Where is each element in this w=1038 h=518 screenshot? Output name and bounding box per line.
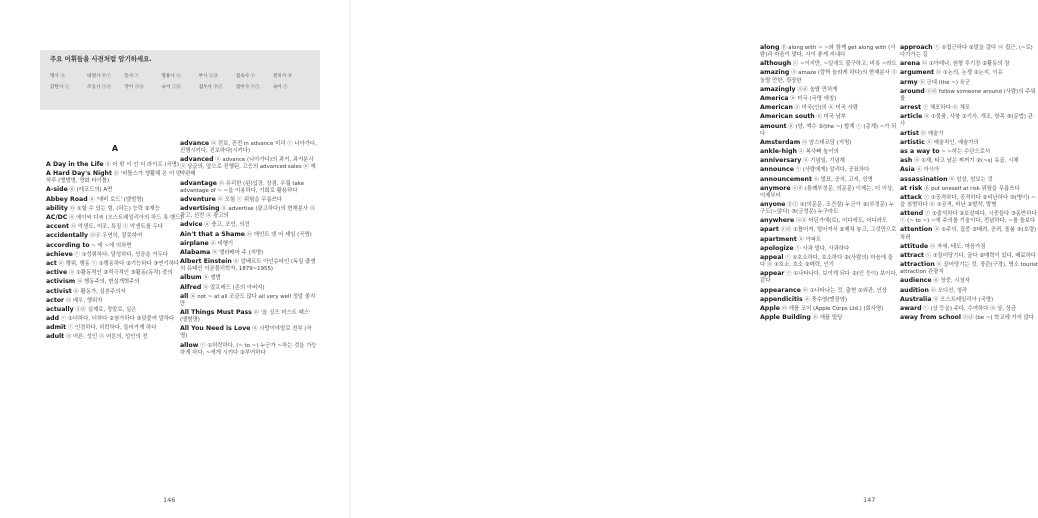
entry-headword: anniversary	[760, 157, 802, 165]
entry-headword: America	[760, 94, 789, 102]
entry-headword: American south	[760, 113, 815, 121]
entry-definition: ⓝ 미국 남부	[816, 114, 847, 121]
entry-definition: ⓟ along with ~ ~와 함께 get along with (사람)과 마음이 맞다, 사이 좋게 지내다	[760, 45, 896, 59]
dictionary-entry	[46, 260, 184, 268]
entry-definition: ⓝ (양, 액수 ②(the ~) 합계 ⓥ (총계) ~가 되다	[760, 123, 897, 137]
dictionary-entry	[180, 258, 318, 273]
dictionary-entry	[180, 231, 318, 239]
left-page	[0, 0, 350, 518]
entry-headword: amazing	[760, 69, 790, 77]
dictionary-entry	[46, 214, 184, 222]
entry-headword: attract	[900, 251, 924, 259]
legend-cell: 접속사 ⓒ	[235, 73, 256, 79]
entry-headword: activist	[46, 287, 72, 295]
dictionary-entry	[180, 221, 318, 229]
entry-definition: ⓝ 예술가	[920, 130, 944, 137]
left-column-2	[180, 140, 318, 358]
dictionary-entry	[46, 196, 184, 204]
entry-headword: announcement	[760, 175, 812, 183]
dictionary-entry	[900, 130, 1038, 138]
entry-headword: apartment	[760, 235, 797, 243]
entry-headword: airplane	[180, 239, 209, 247]
entry-headword: army	[900, 78, 918, 86]
dictionary-entry	[900, 88, 1038, 103]
entry-definition: ⓐⓓ 놀랄 만하게	[797, 86, 838, 93]
dictionary-entry	[900, 210, 1038, 225]
entry-headword: ankle-high	[760, 147, 797, 155]
entry-definition: ⓝ (레코드의) A면	[69, 187, 113, 194]
entry-definition: ⓥ ①성취하다, 달성하다, 성공을 거두다	[74, 251, 168, 258]
dictionary-entry	[46, 315, 184, 323]
section-letter: A	[111, 144, 119, 153]
dictionary-entry	[760, 254, 898, 269]
entry-headword: although	[760, 60, 792, 68]
dictionary-entry	[760, 95, 898, 103]
entry-definition: ⓝ 오스트레일리아 (국명)	[933, 296, 994, 303]
dictionary-entry	[760, 236, 898, 244]
dictionary-entry	[180, 274, 318, 282]
entry-definition: ⓐ ①활동적인 ②적극적인 ③활동(동작) 중의	[68, 270, 173, 277]
entry-headword: audition	[900, 286, 929, 294]
entry-definition: ⓥ ①접근하다 ②말을 걸다 ⓝ 접근, (~로) 다가가는 길	[900, 45, 1033, 59]
dictionary-entry	[900, 157, 1038, 165]
entry-headword: argument	[900, 69, 935, 77]
entry-headword: All Things Must Pass	[180, 309, 252, 317]
entry-headword: around	[900, 87, 925, 95]
entry-headword: according to	[46, 241, 90, 249]
entry-definition: ⓝ 충고, 조언, 의견	[204, 222, 250, 229]
legend-cell: 조동사 ⓐⓤ	[87, 84, 112, 90]
legend-box	[40, 50, 320, 110]
dictionary-entry	[900, 69, 1038, 77]
dictionary-entry	[900, 252, 1038, 260]
entry-definition: ⓐ advance (나아가다)의 과거, 과거분사 ⓐ 상급의, 앞으로 진행된, 고등의 advanced sales ⓝ 예약판매	[180, 157, 316, 178]
entry-headword: Australia	[900, 295, 932, 303]
entry-definition: ⓥ (상 등을) 주다, 수여하다 ⓝ 상, 상금	[923, 305, 1017, 312]
dictionary-entry	[900, 148, 1038, 156]
entry-definition: ⓝ 에인트 댓 어 셰임 (곡명)	[246, 231, 312, 238]
dictionary-entry	[760, 44, 898, 59]
entry-headword: ability	[46, 204, 68, 212]
entry-definition: ⓐⓓ 우연히, 잘못하여	[89, 233, 143, 240]
entry-definition: ⓝ 사랑이야말로 전부 (곡명)	[180, 326, 312, 340]
entry-definition: ⓥ ①공격하다, 공격하다 ②비난하다 ③(병이) ~을 침범하다 ⓝ ①공격, 비난 ②발작, 발병	[900, 194, 1036, 208]
dictionary-entry	[760, 270, 898, 285]
dictionary-entry	[900, 226, 1038, 241]
legend-cell: 명사 ⓝ	[50, 73, 65, 79]
dictionary-entry	[180, 196, 318, 204]
entry-definition: ⓥ ①호소하다, 호소하다 ②(사람의) 마음에 들다 ⓝ ①호소, 호소 ②매력, 인기	[760, 255, 893, 269]
entry-headword: attention	[900, 226, 933, 234]
entry-headword: artist	[900, 129, 919, 137]
entry-headword: appeal	[760, 254, 784, 262]
entry-headword: Asia	[900, 166, 915, 174]
left-column-1	[46, 140, 184, 343]
entry-headword: appearance	[760, 286, 801, 294]
dictionary-entry	[46, 205, 184, 213]
legend-cell: 형용사 ⓐ	[161, 73, 181, 79]
dictionary-entry	[46, 297, 184, 305]
legend-cell: 대명사 ⓟⓡ	[87, 73, 112, 79]
legend-title: 주요 어휘들을 사전처럼 암기하세요.	[50, 55, 152, 63]
dictionary-entry	[900, 194, 1038, 209]
dictionary-entry	[900, 176, 1038, 184]
entry-headword: active	[46, 269, 68, 277]
entry-definition: ⓐⓓ 어딘가에(로), 어디에도, 어디라도	[795, 218, 888, 225]
dictionary-entry	[180, 325, 318, 340]
dictionary-entry	[46, 242, 184, 250]
entry-definition: ⓝ 알프레드 (존의 아버지)	[203, 284, 265, 291]
entry-headword: allow	[180, 341, 199, 349]
dictionary-entry	[900, 287, 1038, 295]
entry-definition: ⓝ 암스테르담 (지명)	[801, 139, 852, 146]
entry-headword: advertising	[180, 205, 220, 213]
entry-definition: ⓝ not ~ at all 조금도 않다 all very well 정말 좋지만	[180, 293, 316, 307]
entry-definition: ⓐⓓ (be ~) 학교에 가지 않다	[962, 315, 1035, 322]
entry-headword: apologize	[760, 244, 794, 252]
entry-definition: ⓝ 알베르트 아인슈타인 (독일 출생의 유태인 이론물리학자, 1879~1955)	[180, 259, 316, 273]
entry-definition: ⓝ '올 싱즈 머스트 패스' (앨범명)	[180, 310, 311, 324]
entry-definition: ⓝ ①나타나는 것, 출현 ②외관, 인상	[802, 287, 887, 294]
dictionary-entry	[46, 161, 184, 169]
entry-definition: ⓐⓓ follow someone around (사람)의 주위를	[900, 88, 1036, 102]
entry-headword: attend	[900, 210, 924, 218]
entry-headword: Ain't that a Shame	[180, 230, 245, 238]
dictionary-entry	[180, 205, 318, 220]
dictionary-entry	[760, 69, 898, 84]
entry-definition: ⓥ 인정하다, 허락하다, 들어가게 하다	[67, 325, 157, 332]
right-page-number: 147	[863, 496, 876, 504]
dictionary-entry	[760, 113, 898, 121]
entry-definition: ⓐⓓ ①틀어져, 떨어져서 ②제쳐 놓고, 그것만으로	[780, 227, 897, 234]
dictionary-entry	[46, 306, 184, 314]
dictionary-entry	[760, 217, 898, 225]
entry-headword: actually	[46, 305, 74, 313]
entry-definition: ⓝ 아시아	[916, 167, 940, 174]
dictionary-entry	[900, 139, 1038, 147]
dictionary-entry	[46, 288, 184, 296]
entry-headword: AC/DC	[46, 214, 68, 222]
entry-definition: ⓝ 유리한 (된)입장, 장점, 우월 take advantage of ~ ~을 이용하다, 기회로 활용하다	[180, 180, 305, 194]
dictionary-entry	[760, 296, 898, 304]
dictionary-entry	[900, 277, 1038, 285]
dictionary-entry	[46, 223, 184, 231]
dictionary-entry	[46, 251, 184, 259]
dictionary-entry	[180, 309, 318, 324]
entry-definition: ⓥ 사과 빌다, 사과하다	[795, 245, 850, 252]
entry-definition: ⓥ ①더하다, 더하다 ②첨가하다 ③덧붙여 말하다	[60, 316, 175, 323]
entry-definition: ⓝ 행위, 행동 ⓥ ①행동하다 ②기능하다 ③연기하다	[58, 260, 180, 267]
entry-headword: along	[760, 44, 780, 51]
dictionary-entry	[900, 166, 1038, 174]
entry-headword: amount	[760, 122, 787, 130]
entry-definition: ~ ~하는 수단으로서	[941, 148, 991, 155]
dictionary-entry	[760, 226, 898, 234]
entry-definition: ⓥ ①끌어당기다, 끌다 ②매력이 있다, 매료하다	[925, 252, 1037, 259]
entry-headword: audience	[900, 277, 932, 285]
entry-definition: ⓝ '비틀스가 생활해 온 어 떤 하루 (앨범명, 영화 타이틀)	[46, 171, 182, 185]
legend-cell: 전치사 ⓟ	[272, 73, 293, 79]
dictionary-entry	[900, 104, 1038, 112]
entry-definition: ⓝ 비행기	[210, 240, 234, 247]
dictionary-entry	[180, 140, 318, 155]
dictionary-entry	[760, 123, 898, 138]
entry-definition: ⓥ ①나타나다, 보이게 되다 ②(인 듯이) 보이다, 같다	[760, 271, 898, 285]
entry-headword: arena	[900, 60, 921, 68]
entry-definition: ⓝ ①재, 타고 남은 찌꺼기 ②(~s) 유골, 시체	[913, 158, 1019, 165]
dictionary-entry	[760, 86, 898, 94]
entry-definition: ⓝ 애플 코어 (Apple Corps Ltd.) (회사명)	[781, 305, 884, 312]
dictionary-entry	[46, 269, 184, 277]
entry-headword: All You Need is Love	[180, 325, 251, 333]
entry-headword: anywhere	[760, 217, 795, 225]
dictionary-entry	[760, 176, 898, 184]
entry-definition: ⓝ 앨라배마 주 (지명)	[212, 249, 264, 256]
entry-definition: ⓝ 청중, 시청자	[933, 278, 970, 285]
dictionary-entry	[760, 139, 898, 147]
dictionary-entry	[760, 148, 898, 156]
dictionary-entry	[46, 232, 184, 240]
legend-row	[50, 81, 310, 92]
legend-grid	[50, 70, 310, 92]
entry-definition: ⓒ ~이지만, ~일에도 불구하고, 비록 ~라도	[792, 61, 897, 68]
dictionary-entry	[180, 240, 318, 248]
entry-definition: ~ 에 ~에 의하면	[91, 242, 132, 249]
dictionary-entry	[180, 156, 318, 178]
entry-definition: ⓝ 활동가, 실천주의자	[73, 288, 126, 295]
legend-cell: 동사 ⓥ	[124, 73, 140, 79]
entry-definition: ⓝ 끌어당기는 것, 장관(구경), 명소 tourist attraction 관광지	[900, 262, 1038, 276]
dictionary-entry	[760, 314, 898, 322]
right-page	[350, 0, 1038, 518]
entry-headword: Alfred	[180, 283, 202, 291]
entry-headword: announce	[760, 166, 794, 174]
dictionary-entry	[180, 180, 318, 195]
dictionary-entry	[760, 60, 898, 68]
dictionary-entry	[760, 157, 898, 165]
legend-cell: 속어 ⓢ	[272, 84, 288, 90]
entry-headword: artistic	[900, 138, 925, 146]
dictionary-entry	[900, 79, 1038, 87]
dictionary-entry	[900, 305, 1038, 313]
dictionary-entry	[900, 314, 1038, 322]
entry-definition: ⓝ 기념일, 기념제	[803, 158, 845, 165]
entry-definition: ⓝ ①아레나, 원형 투기장 ②활동의 장	[921, 61, 1010, 68]
dictionary-entry	[760, 245, 898, 253]
entry-definition: ⓝ 암살, 암보는 것	[949, 176, 993, 183]
dictionary-entry	[760, 166, 898, 174]
entry-definition: ⓝ 어 떤 이 인 더 라이프 (곡명)	[105, 162, 179, 168]
entry-definition: ⓝ ①할 수 있는 힘, (하는) 능력 ②재능	[69, 205, 160, 212]
entry-definition: ⓝ advertise (광고하다)의 현재분사 ⓝ 광고, 선전 ⓝ 광고의	[180, 206, 316, 220]
entry-definition: ⓥ ①출석하다 ②보살피다, 시중들다 ③동반하다 ⓥ (~ to ~) ~에 주의를 기울이다, 전념하다, ~를 돌보다	[900, 211, 1037, 225]
dictionary-entry	[760, 104, 898, 112]
entry-definition: ⓝ 군대 (the ~) 육군	[919, 79, 971, 86]
entry-headword: amazingly	[760, 85, 796, 93]
entry-headword: attack	[900, 193, 923, 201]
entry-headword: activism	[46, 278, 76, 286]
entry-definition: ⓝ 아파트	[798, 236, 822, 243]
entry-headword: Apple	[760, 304, 780, 312]
entry-headword: admit	[46, 324, 67, 332]
entry-headword: arrest	[900, 104, 922, 112]
legend-cell: 접미사 ⓢⓕ	[235, 84, 260, 90]
entry-headword: appendicitis	[760, 295, 803, 303]
legend-cell: 숙어 ⓘⓓ	[161, 84, 181, 90]
entry-headword: anymore	[760, 184, 791, 192]
entry-headword: anyone	[760, 201, 786, 208]
entry-headword: as a way to	[900, 147, 940, 155]
dictionary-entry	[900, 44, 1038, 59]
dictionary-entry	[760, 305, 898, 313]
entry-definition: ⓐ 예술적인, 예술가의	[926, 139, 979, 146]
entry-headword: actor	[46, 296, 65, 304]
entry-headword: act	[46, 259, 57, 267]
entry-headword: attraction	[900, 261, 935, 269]
entry-definition: ⓝ 에이씨 디씨 (오스트레일리아의 하드 록 밴드)	[69, 215, 183, 222]
entry-definition: ⓥ ①허락하다, (~ to ~) 누군가 ~하는 것을 가능하게 하다, ~에게 시키다 ②부여하다	[180, 342, 317, 356]
legend-cell: 부사 ⓐⓓ	[198, 73, 219, 79]
dictionary-entry	[900, 261, 1038, 276]
entry-headword: accent	[46, 223, 70, 231]
entry-definition: ⓝ ①논의, 논쟁 ②논지, 이유	[935, 70, 1003, 77]
entry-definition: ⓝ 오디션, 청각	[930, 287, 968, 294]
entry-definition: ⓝ 모험 ⓥ 위험을 무릅쓰다	[217, 196, 283, 203]
entry-headword: A Day in the Life	[46, 161, 104, 168]
entry-headword: album	[180, 274, 202, 282]
entry-definition: ⓟ put oneself at risk 위험을 무릅쓰다	[923, 185, 1020, 192]
dictionary-entry	[760, 185, 898, 200]
dictionary-entry	[900, 185, 1038, 193]
dictionary-entry	[180, 293, 318, 308]
entry-headword: advice	[180, 221, 203, 229]
entry-headword: Abbey Road	[46, 195, 88, 203]
entry-definition: ⓝ 전보, 진전 in advance 미리 ⓥ 나아가다, 진행시키다, 진보하다(시키다)	[180, 141, 317, 155]
entry-definition: ⓝ 자세, 태도, 마음가짐	[929, 243, 986, 250]
entry-headword: advance	[180, 140, 210, 147]
entry-headword: advantage	[180, 179, 217, 187]
dictionary-entry	[46, 186, 184, 194]
dictionary-entry	[180, 249, 318, 257]
entry-headword: article	[900, 113, 923, 121]
entry-headword: advanced	[180, 156, 214, 164]
entry-headword: add	[46, 315, 60, 323]
entry-definition: ⓝ 앨범	[203, 275, 221, 282]
entry-headword: achieve	[46, 250, 73, 258]
legend-row	[50, 70, 310, 81]
entry-headword: assassination	[900, 175, 948, 183]
dictionary-entry	[900, 243, 1038, 251]
dictionary-entry	[180, 342, 318, 357]
entry-definition: ⓝ 충수염(맹장염)	[804, 296, 848, 303]
dictionary-entry	[760, 287, 898, 295]
left-page-number: 146	[163, 496, 176, 504]
dictionary-entry	[46, 278, 184, 286]
entry-headword: A Hard Day's Night	[46, 170, 112, 178]
entry-definition: ⓝ ①주의, 집중 ②배려, 공려, 돌봄 ③(호령) 차려	[900, 227, 1037, 241]
entry-definition: ⓝ 악센트, 어조, 특징 ⓥ 악센트를 두다	[70, 224, 163, 231]
entry-headword: apart	[760, 226, 779, 234]
entry-headword: attitude	[900, 242, 929, 250]
entry-definition: ⓝ 미국 (국명 애칭)	[790, 95, 837, 102]
right-column-1	[760, 44, 898, 323]
entry-definition: ⓝ 행동주의, 현실개혁주의	[76, 279, 140, 286]
entry-headword: at risk	[900, 184, 923, 192]
entry-definition: ⓐⓓ 실제로, 정말로, 실은	[75, 306, 137, 313]
dictionary-entry	[46, 170, 184, 185]
entry-headword: Alabama	[180, 248, 211, 256]
entry-headword: away from school	[900, 314, 962, 322]
entry-definition: ⓝ ①물품, 사항 ②기사, 개조, 항목 ③(문법) 관사	[900, 114, 1033, 128]
entry-headword: accidentally	[46, 232, 89, 240]
entry-headword: appear	[760, 270, 785, 278]
entry-definition: ⓝ 어른, 성인 ⓐ 어른의, 성인의 전	[65, 334, 148, 341]
entry-headword: Albert Einstein	[180, 258, 232, 266]
entry-definition: ⓝ 배우, 행위자	[65, 297, 103, 304]
entry-definition: ⓐ 미국(인)의 ⓝ 미국 사람	[794, 105, 859, 112]
entry-definition: ⓥ (사람에게) 알리다, 공표하다	[795, 167, 870, 174]
entry-definition: ⓟⓡ ①(의문문, 조건절) 누군가 ②(부정문) 누구도(~않다) ③(긍정문) 누구라도	[760, 202, 895, 216]
legend-cell: 접두사 ⓟⓕ	[198, 84, 223, 90]
entry-headword: ash	[900, 157, 913, 165]
entry-definition: ⓝ 애플 빌딩	[812, 315, 843, 322]
entry-headword: American	[760, 104, 793, 112]
entry-definition: ⓐ 복사뼈 높이의	[798, 148, 839, 155]
entry-definition: ⓥ 체포하다 ⓝ 체포	[922, 105, 971, 112]
entry-headword: award	[900, 304, 922, 312]
dictionary-entry	[46, 333, 184, 341]
dictionary-entry	[46, 324, 184, 332]
dictionary-entry	[180, 284, 318, 292]
entry-headword: A-side	[46, 186, 68, 194]
right-column-2	[900, 44, 1038, 323]
dictionary-entry	[900, 296, 1038, 304]
entry-headword: all	[180, 292, 189, 300]
dictionary-entry	[760, 201, 898, 216]
legend-cell: 감탄사 ⓘ	[50, 84, 70, 90]
dictionary-entry	[900, 113, 1038, 128]
entry-definition: ⓝ 발표, 공지, 고지, 성명	[813, 176, 873, 183]
entry-headword: adventure	[180, 195, 216, 203]
entry-definition: ⓐ amaze (깜짝 놀라게 하다)의 현재분사 ⓐ 놀랄 만한, 굉장한	[760, 70, 897, 84]
entry-headword: approach	[900, 44, 933, 51]
dictionary-entry	[900, 60, 1038, 68]
entry-headword: adult	[46, 333, 65, 341]
entry-definition: ⓐⓓ (통례부정문, 의문문) 이제는, 더 이상, 이제부터	[760, 185, 894, 199]
entry-headword: Apple Building	[760, 314, 811, 322]
entry-definition: ⓝ '애비 로드' (앨범명)	[89, 196, 144, 203]
entry-headword: Amsterdam	[760, 138, 801, 146]
legend-cell: 약어 ⓐⓑ	[124, 84, 144, 90]
